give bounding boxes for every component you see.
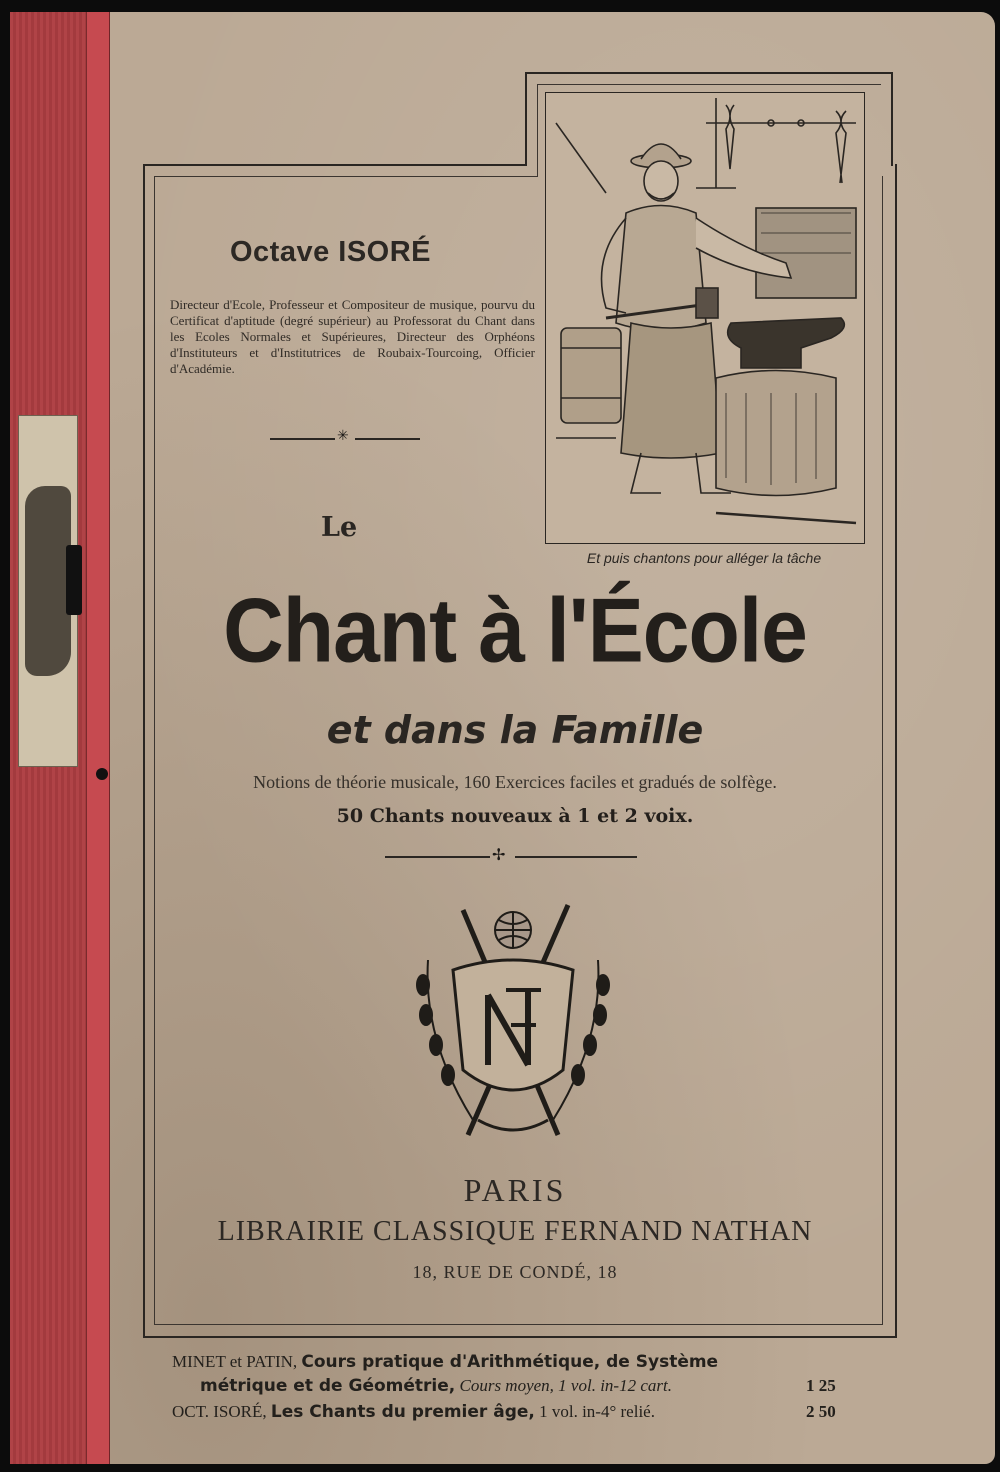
spine-clip (66, 545, 82, 615)
ad1-title-line1: Cours pratique d'Arithmétique, de Système (301, 1352, 719, 1372)
advertisement-1 (172, 1352, 718, 1372)
songs-description: 50 Chants nouveaux à 1 et 2 voix. (336, 805, 694, 827)
spine-edge (86, 12, 109, 1464)
ad2-details: 1 vol. in-4° relié. (539, 1402, 655, 1421)
book-title: Chant à l'École (223, 579, 807, 681)
publisher-address: 18, RUE DE CONDÉ, 18 (412, 1262, 618, 1282)
illustration-caption: Et puis chantons pour alléger la tâche (586, 550, 822, 566)
book-subtitle: et dans la Famille (326, 708, 704, 752)
inner-frame-top (154, 176, 538, 177)
ad1-price: 1 25 (806, 1376, 836, 1395)
spine-rivet (96, 768, 108, 780)
ornament-rule-left (270, 438, 335, 440)
ornament-star-icon: ✳ (337, 429, 349, 444)
ornament2-rule-left (385, 856, 490, 858)
advertisement-2 (172, 1402, 655, 1422)
ad2-title: Les Chants du premier âge, (270, 1402, 535, 1422)
spine-stain (25, 486, 71, 676)
ornament2-rule-right (515, 856, 637, 858)
publisher-name: LIBRAIRIE CLASSIQUE FERNAND NATHAN (217, 1216, 813, 1247)
inner-frame-notch (537, 84, 538, 176)
ornament-rule-right (355, 438, 420, 440)
advertisement-1-line2 (200, 1376, 672, 1396)
publisher-emblem-icon (408, 900, 618, 1150)
outer-frame-top (143, 164, 527, 166)
blacksmith-illustration (545, 92, 865, 544)
outer-frame-right-top (891, 72, 893, 166)
ad1-authors: MINET et PATIN, (172, 1352, 298, 1371)
outer-frame-notch-top (525, 72, 893, 74)
contents-description: Notions de théorie musicale, 160 Exercices faciles et gradués de solfège. (253, 772, 777, 792)
ad1-title-line2: métrique et de Géométrie, (200, 1376, 456, 1396)
inner-frame-notch-top (537, 84, 881, 85)
blacksmith-drawing (546, 93, 864, 543)
emblem-drawing (408, 900, 618, 1150)
ad2-price: 2 50 (806, 1402, 836, 1421)
publisher-city: PARIS (463, 1172, 567, 1208)
ornament-flourish-icon: ✢ (492, 847, 506, 864)
ad2-authors: OCT. ISORÉ, (172, 1402, 267, 1421)
title-article: Le (321, 512, 358, 543)
author-name: Octave ISORÉ (230, 236, 432, 268)
outer-frame-notch (525, 72, 527, 166)
author-description: Directeur d'Ecole, Professeur et Compositeur de musique, pourvu du Certificat d'aptitude (degré supérieur) au Professorat du Chant dans les Ecoles Normales et Supérieures, Directeur des Orphéons d'Instituteurs et d'Institutrices de Roubaix-Tourcoing, Officier d'Académie. (170, 297, 535, 376)
ad1-details: Cours moyen, 1 vol. in-12 cart. (459, 1376, 672, 1395)
